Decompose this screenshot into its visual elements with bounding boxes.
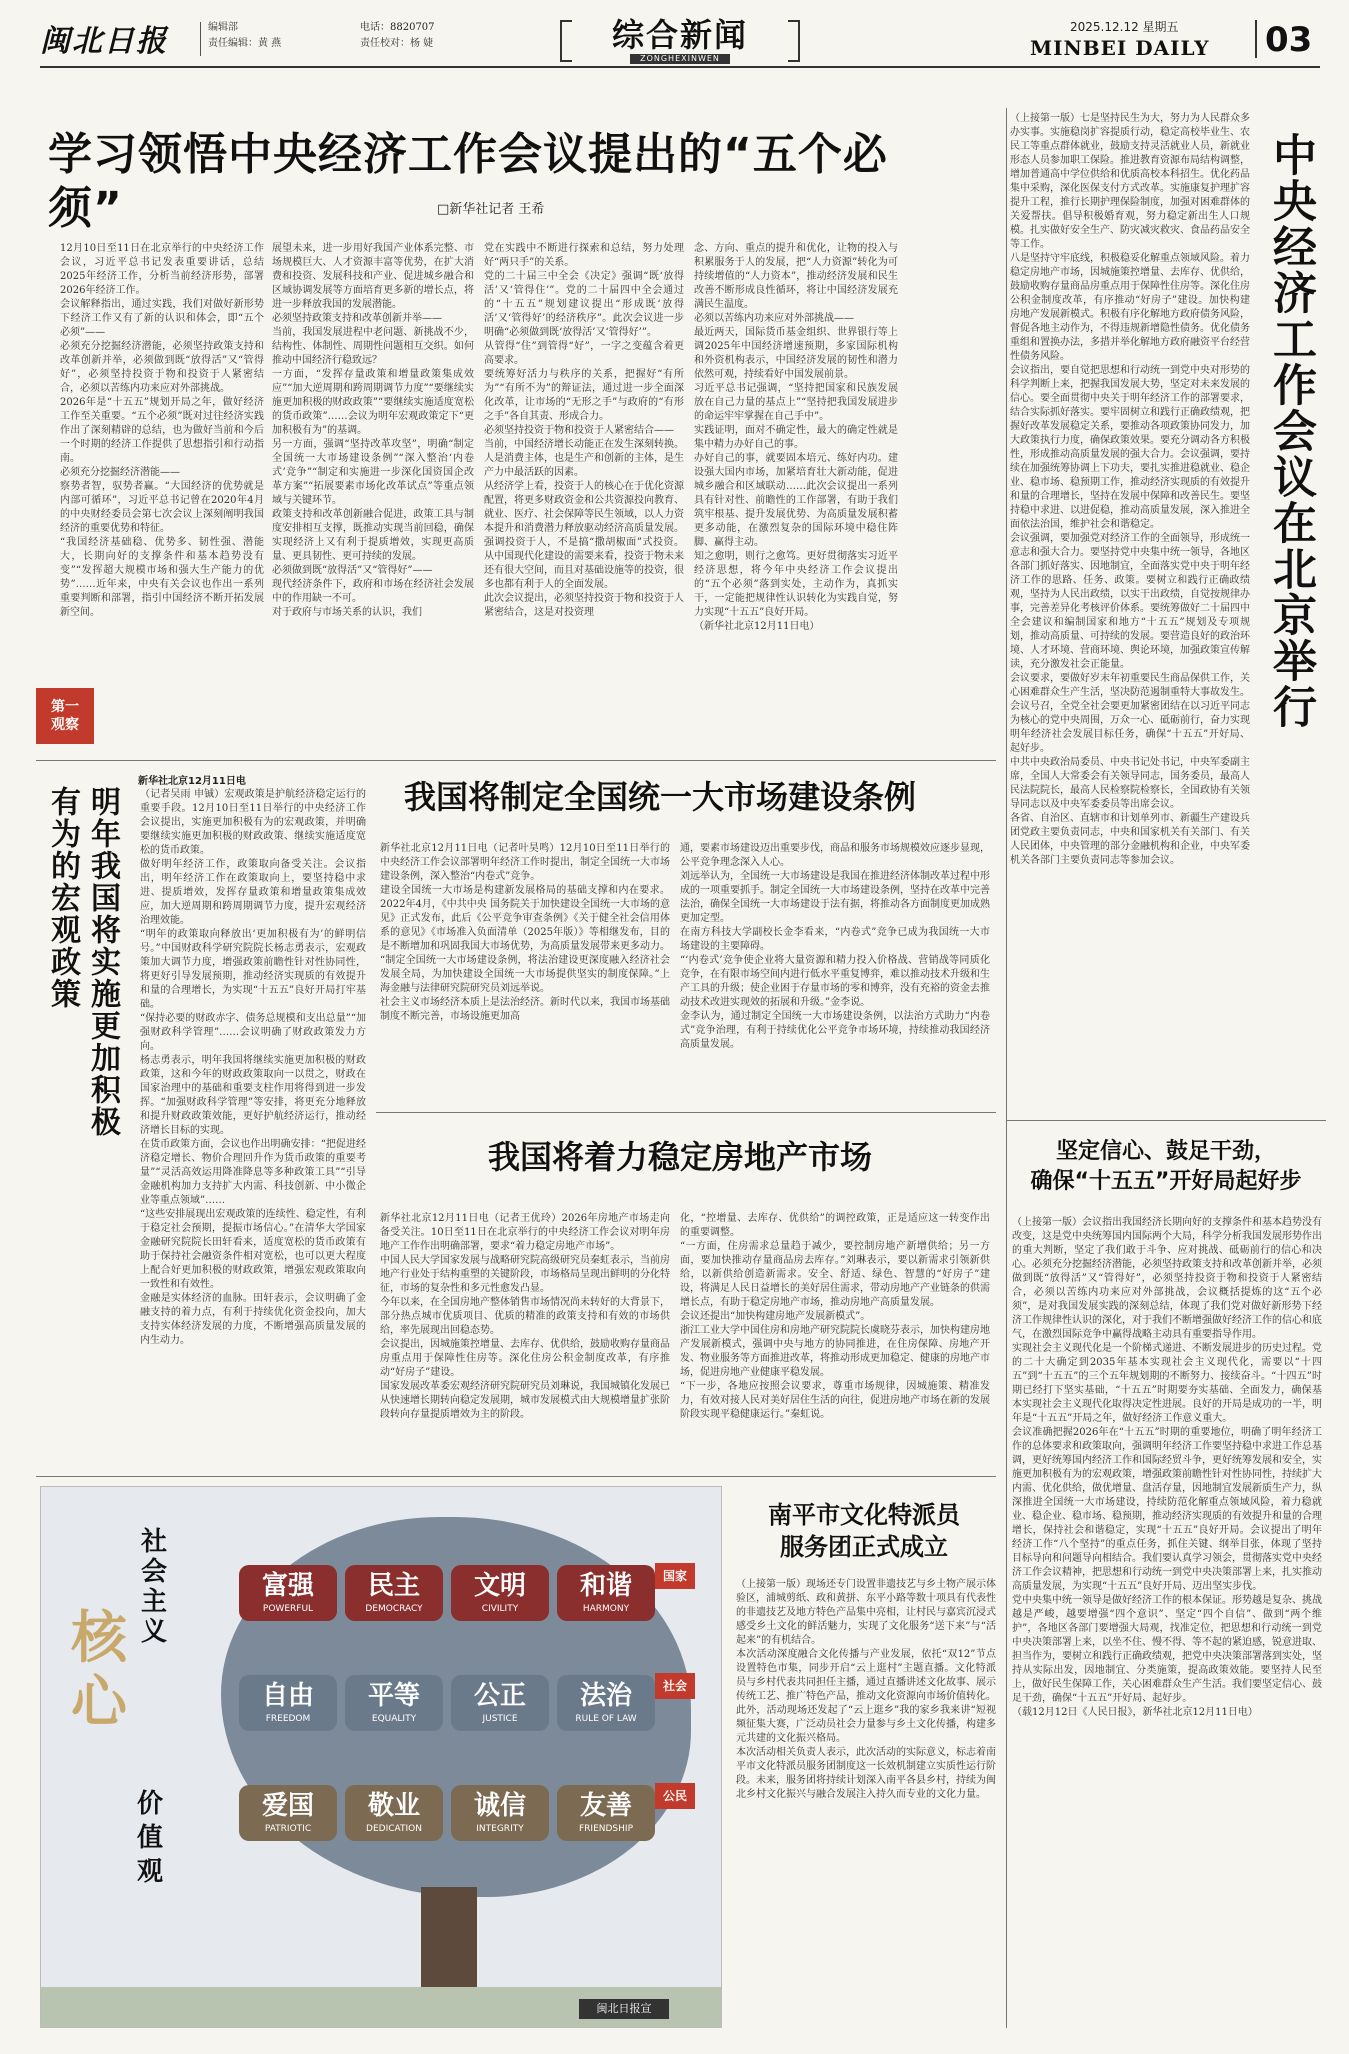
value-3-en: CIVILITY [481, 1604, 519, 1614]
lead-headline: 学习领悟中央经济工作会议提出的“五个必须” [48, 129, 888, 234]
lead-col-3: 党在实践中不断进行探索和总结，努力处理好“两只手”的关系。 党的二十届三中全会《决定》强调“既‘放得活’又‘管得住’”。党的二十届四中全会通过的“十五五”规划建议提出“形成既‘放得活’又‘管得好’的经济秩序”。此次会议进一步明确“必须做到既‘放得活’又‘管得好’”。 从管得“住”到管得“好”，一字之变蕴含着更高要求。 要统筹好活力与秩序的关系，把握好“有所为”“有所不为”的辩证法，通过进一步全面深化改革，让市场的“无形之手”与政府的“有形之手”各自其责、形成合力。 必须坚持投资于物和投资于人紧密结合—— 当前，中国经济增长动能正在发生深刻转换。人是消费主体，也是生产和创新的主体，是生产力中最活跃的因素。 从经济学上看，投资于人的核心在于优化资源配置，将更多财政资金和公共资源投向教育、就业、医疗、社会保障等民生领域，以人力资本提升和消费潜力释放驱动经济高质量发展。 强调投资于人，不是搞“撒胡椒面”式投资。从中国现代化建设的需要来看，投资于物未来还有很大空间，而且对基础设施等的投资，很多也都有利于人的全面发展。 此次会议提出，必须坚持投资于物和投资于人紧密结合，这是对投资理 [484, 243, 684, 618]
culture-headline-1: 南平市文化特派员 [768, 1501, 960, 1529]
value-10 [345, 1785, 443, 1841]
right-mid-text: （上接第一版）会议指出我国经济长期向好的支撑条件和基本趋势没有改变，这是党中央统筹国内国际两个大局，科学分析我国发展形势作出的重大判断，坚定了我们敢于斗争、应对挑战、砥砺前行的信心和决心。必须充分挖掘经济潜能，必须坚持政策支持和改革创新并举，必须做到既“放得活”又“管得好”，必须坚持投资于物和投资于人紧密结合，必须以苦练内功来应对外部挑战，会议概括提炼的这“五个必须”，是对我国发展实践的深刻总结，体现了我们党对做好新形势下经济工作规律性认识的深化，对于我们不断增强做好经济工作的信心和底气，在激烈国际竞争中赢得战略主动具有重要指导作用。 实现社会主义现代化是一个阶梯式递进、不断发展进步的历史过程。党的二十大确定到2035年基本实现社会主义现代化，需要以“十四五”到“十五五”的三个五年规划期的不断努力、接续奋斗。“十四五”时期已经打下坚实基础，“十五五”时期要夯实基础、全面发力，确保基本实现社会主义现代化取得决定性进展。良好的开局是成功的一半，明年是“十五五”开局之年，做好经济工作意义重大。 会议准确把握2026年在“十五五”时期的重要地位，明确了明年经济工作的总体要求和政策取向，强调明年经济工作要坚持稳中求进工作总基调，更好统筹国内经济工作和国际经贸斗争，更好统筹发展和安全，实施更加积极有为的宏观政策，增强政策前瞻性针对性协同性，持续扩大内需、优化供给，做优增量、盘活存量，因地制宜发展新质生产力，纵深推进全国统一大市场建设，持续防范化解重点领域风险，着力稳就业、稳企业、稳市场、稳预期，推动经济实现质的有效提升和量的合理增长，保持社会和谐稳定，实现“十五五”良好开局。会议提出了明年经济工作“八个坚持”的重点任务，抓住关键、纲举目张，体现了坚持目标导向和问题导向相结合。我们要认真学习领会，贯彻落实党中央经济工作会议精神，把思想和行动统一到党中央决策部署上来，扎实推动高质量发展，为实现“十五五”良好开局、迈出坚实步伐。 党中央集中统一领导是做好经济工作的根本保证。形势越是复杂、挑战越是严峻，越要增强“四个意识”、坚定“四个自信”、做到“两个维护”，各地区各部门要增强大局观，找准定位，把思想和行动统一到党中央决策部署上来，以坐不住、慢不得、等不起的紧迫感，锐意进取、担当作为，要树立和践行正确政绩观，把党中央决策部署落到实处，坚持从实际出发，因地制宜、分类施策，提高政策效能。要坚持人民至上，做好民生保障工作，关心困难群众生产生活。我们要坚定信心、鼓足干劲，确保“十五五”开好局、起好步。 （载12月12日《人民日报》，新华社北京12月11日电） [1012, 1217, 1322, 1718]
value-8-zh: 法治 [579, 1681, 632, 1711]
right-top-vertical-headline: 中央经济工作会议在北京举行 [1265, 132, 1316, 730]
first-observation-tag [36, 688, 94, 744]
value-9-zh: 爱国 [261, 1791, 314, 1821]
lead-col-1: 12月10日至11日在北京举行的中央经济工作会议，习近平总书记发表重要讲话，总结2025年经济工作，分析当前经济形势，部署2026年经济工作。 会议解释指出，通过实践，我们对做好新形势下经济工作又有了新的认识和体会，即“五个必须”—— 必须充分挖掘经济潜能，必须坚持政策支持和改革创新并举，必须做到既“放得活”又“管得好”，必须坚持投资于物和投资于人紧密结合，必须以苦练内功来应对外部挑战。 2026年是“十五五”规划开局之年，做好经济工作至关重要。“五个必须”既对过往经济实践作出了深刻精辟的总结，也为做好当前和今后一个时期的经济工作提供了思想指引和行动指南。 必须充分挖掘经济潜能—— 察势者智，驭势者赢。“大国经济的优势就是内部可循环”，习近平总书记曾在2020年4月的中央财经委员会第七次会议上深刻阐明我国经济的重要优势和特征。 “我国经济基础稳、优势多、韧性强、潜能大，长期向好的支撑条件和基本趋势没有变”“发挥超大规模市场和强大生产能力的优势”……近年来，中央有关会议也作出一系列重要判断和部署，指引中国经济不断开拓发展新空间。 [60, 243, 264, 618]
page-number: 03 [1265, 20, 1313, 60]
housing-rule [376, 1112, 996, 1113]
value-9-en: PATRIOTIC [264, 1824, 312, 1834]
market-col-2: 通，要素市场建设迈出重要步伐，商品和服务市场规模效应逐步显现，公平竞争理念深入人心。 刘远举认为，全国统一大市场建设是我国在推进经济体制改革过程中形成的一项重要抓手。制定全国统一大市场建设条例，坚持在改革中完善法治，确保全国统一大市场建设于法有据，将推动各方面制度更加成熟更加定型。 在南方科技大学副校长金李看来，“内卷式”竞争已成为我国统一大市场建设的主要障碍。 “‘内卷式’竞争使企业将大量资源和精力投入价格战、营销战等同质化竞争，在有限市场空间内进行低水平重复博弈，难以推动技术升级和生产工具的升级；使企业困于存量市场的零和博弈，没有充裕的资金去推动技术改进实现效的拓展和升级。”金李说。 金李认为，通过制定全国统一大市场建设条例，以法治方式助力“内卷式”竞争治理，有利于持续优化公平竞争市场环境，持续推动我国经济高质量发展。 [680, 843, 990, 1050]
value-2-zh: 民主 [367, 1571, 420, 1601]
value-7-zh: 公正 [473, 1681, 526, 1711]
label-citizen: 公民 [655, 1783, 695, 1809]
market-col-1: 新华社北京12月11日电（记者叶昊鸣）12月10日至11日举行的中央经济工作会议部署明年经济工作时提出，制定全国统一大市场建设条例，深入整治“内卷式”竞争。 建设全国统一大市场是构建新发展格局的基础支撑和内在要求。2022年4月，《中共中央 国务院关于加快建设全国统一大市场的意见》正式发布，此后《公平竞争审查条例》《关于健全社会信用体系的意见》《市场准入负面清单（2025年版）》等相继发布，目的是不断增加和巩固我国大市场优势，为高质量发展带来更多动力。 “制定全国统一大市场建设条例，将法治建设更深度融入经济社会发展全局，为加快建设全国统一大市场提供坚实的制度保障。”上海金融与法律研究院研究员刘远举说。 社会主义市场经济本质上是法治经济。新时代以来，我国市场基础制度不断完善，市场设施更加高 [380, 843, 670, 1022]
issue-date: 2025.12.12 星期五 [1070, 20, 1179, 34]
value-6-zh: 平等 [367, 1681, 420, 1711]
section-title: 综合新闻 [611, 16, 748, 54]
masthead-divider [200, 22, 201, 56]
proofreader: 责任校对：杨 婕 [360, 38, 434, 49]
masthead [0, 0, 1349, 64]
housing-headline: 我国将着力稳定房地产市场 [487, 1138, 872, 1176]
label-country: 国家 [655, 1563, 695, 1589]
value-9 [239, 1785, 337, 1841]
housing-col-1: 新华社北京12月11日电（记者王优玲）2026年房地产市场走向备受关注。10日至11日在北京举行的中央经济工作会议对明年房地产工作作出明确部署，要求“着力稳定房地产市场”。 中国人民大学国家发展与战略研究院高级研究员秦虹表示，当前房地产行业处于结构重塑的关键阶段，市场格局呈现出鲜明的分化特征，市场的复杂性和多元性愈发凸显。 今年以来，在全国房地产整体销售市场情况尚未转好的大背景下，部分热点城市优质项目、优质的精准的政策支持和有效的市场供给，率先展现出回稳态势。 会议提出，因城施策控增量、去库存、优供给，鼓励收购存量商品房重点用于保障性住房等。深化住房公积金制度改革，有序推动“好房子”建设。 国家发展改革委宏观经济研究院研究员刘琳说，我国城镇化发展已从快速增长期转向稳定发展期，城市发展模式由大规模增量扩张阶段转向存量提质增效为主的阶段。 [380, 1213, 670, 1420]
market-headline: 我国将制定全国统一大市场建设条例 [403, 778, 916, 816]
value-7 [451, 1675, 549, 1731]
lower-rule [36, 1476, 996, 1477]
paper-name-en: MINBEI DAILY [1030, 36, 1210, 60]
value-12-zh: 友善 [579, 1791, 632, 1821]
value-12 [557, 1785, 655, 1841]
chief-editor: 责任编辑：黄 燕 [208, 38, 282, 49]
value-11 [451, 1785, 549, 1841]
lead-col-2: 展望未来，进一步用好我国产业体系完整、市场规模巨大、人才资源丰富等优势，在扩大消费和投资、发展科技和产业、促进城乡融合和区域协调发展等方面培育更多新的增长点，将进一步释放我国的发展潜能。 必须坚持政策支持和改革创新并举—— 当前，我国发展进程中老问题、新挑战不少，结构性、体制性、周期性问题相互交织。如何推动中国经济行稳致远？ 一方面，“发挥存量政策和增量政策集成效应”“加大逆周期和跨周期调节力度”“要继续实施更加积极的财政政策”“要继续实施适度宽松的货币政策”……会议为明年宏观政策定下“更加积极有为”的基调。 另一方面，强调“坚持改革攻坚”，明确“制定全国统一大市场建设条例”“深入整治‘内卷式’竞争”“制定和实施进一步深化国资国企改革方案”“拓展要素市场化改革试点”等重点领域与关键环节。 政策支持和改革创新融合促进，政策工具与制度安排相互支撑，既推动实现当前回稳，确保实现经济上又有利于提质增效，实现更高质量、更具韧性、更可持续的发展。 必须做到既“放得活”又“管得好”—— 现代经济条件下，政府和市场在经济社会发展中的作用缺一不可。 对于政府与市场关系的认识，我们 [272, 243, 474, 618]
lead-byline: □新华社记者 王希 [437, 202, 545, 217]
section-subtitle: ZONGHEXINWEN [630, 54, 730, 64]
value-1 [239, 1565, 337, 1621]
value-12-en: FRIENDSHIP [579, 1824, 633, 1834]
right-mid-headline-2: 确保“十五五”开好局起好步 [1030, 1169, 1302, 1194]
value-11-zh: 诚信 [473, 1791, 526, 1821]
core-values-poster [40, 1486, 722, 2028]
lead-col-4: 念、方向、重点的提升和优化，让物的投入与积累服务于人的发展，把“人力资源”转化为可持续增值的“人力资本”，推动经济发展和民生改善不断形成良性循环，将让中国经济发展充满民生温度。 必须以苦练内功来应对外部挑战—— 最近两天，国际货币基金组织、世界银行等上调2025年中国经济增速预期，多家国际机构和外资机构表示，中国经济发展的韧性和潜力依然可观，持续看好中国发展前景。 习近平总书记强调，“坚持把国家和民族发展放在自己力量的基点上”“坚持把我国发展进步的命运牢牢掌握在自己手中”。 实践证明，面对不确定性，最大的确定性就是集中精力办好自己的事。 办好自己的事，就要固本培元、练好内功。建设强大国内市场，加紧培育壮大新动能，促进城乡融合和区域联动……此次会议提出一系列具有针对性、前瞻性的工作部署，有助于我们筑牢根基、提升发展优势、为高质量发展积蓄更多动能，在激烈复杂的国际环境中稳住阵脚、赢得主动。 知之愈明，则行之愈笃。更好贯彻落实习近平经济思想，将今年中央经济工作会议提出的“五个必须”落到实处，主动作为，真抓实干，一定能把规律性认识转化为实践自觉，努力实现“十五五”良好开局。 （新华社北京12月11日电） [694, 243, 898, 632]
right-top-text: （上接第一版）七是坚持民生为大，努力为人民群众多办实事。实施稳岗扩容提质行动，稳定高校毕业生、农民工等重点群体就业，鼓励支持灵活就业人员，新就业形态人员参加职工保险。推进教育资源布局结构调整，增加普通高中学位供给和优质高校本科招生。优化药品集中采购，深化医保支付方式改革。实施康复护理扩容提升工程，推行长期护理保险制度，加强对困难群体的关爱帮扶。倡导积极婚育观，努力稳定新出生人口规模。扎实做好安全生产、防灾减灾救灾、食品药品安全等工作。 八是坚持守牢底线，积极稳妥化解重点领域风险。着力稳定房地产市场，因城施策控增量、去库存、优供给，鼓励收购存量商品房重点用于保障性住房等。深化住房公积金制度改革，有序推动“好房子”建设。加快构建房地产发展新模式。积极有序化解地方政府债务风险，督促各地主动作为，不得违规新增隐性债务。优化债务重组和置换办法，多措并举化解地方政府融资平台经营性债务风险。 会议指出，要自觉把思想和行动统一到党中央对形势的科学判断上来，把握我国发展大势，坚定对未来发展的信心。要全面贯彻中央关于明年经济工作的部署要求，结合实际抓好落实。要牢固树立和践行正确政绩观，把握好改革发展稳定关系，要推动各项政策协同发力，加大政策执行力度，确保政策效果。要充分调动各方积极性，形成推动高质量发展的强大合力。会议强调，要持续在加强统筹协调上下功夫，要扎实推进稳就业、稳企业、稳市场、稳预期工作，推动经济实现质的有效提升和量的合理增长，坚持在发展中保障和改善民生。要坚持稳中求进、以进促稳，推动高质量发展，深入推进全面依法治国，维护社会和谐稳定。 会议强调，要加强党对经济工作的全面领导，形成统一意志和强大合力。要坚持党中央集中统一领导，各地区各部门抓好落实、因地制宜，全面落实党中央于明年经济工作的思路、任务、政策。要树立和践行正确政绩观，坚持为人民出政绩，以实干出政绩，自觉按规律办事，完善差异化考核评价体系。要统筹做好二十届四中全会建议和编制国家和地方“十五五”规划及专项规划，推动高质量、可持续的发展。要营造良好的政治环境、人才环境、营商环境、舆论环境，加强政策宣传解读，充分激发社会正能量。 会议要求，要做好岁末年初重要民生商品保供工作，关心困难群众生产生活，坚决防范遏制重特大事故发生。 会议号召，全党全社会要更加紧密团结在以习近平同志为核心的党中央周围，万众一心、砥砺前行，奋力实现明年经济社会发展目标任务，确保“十五五”开好局、起好步。 中共中央政治局委员、中央书记处书记，中央军委副主席，全国人大常委会有关领导同志，国务委员，最高人民法院院长，最高人民检察院检察长，全国政协有关领导同志以及中央军委委员等出席会议。 各省、自治区、直辖市和计划单列市、新疆生产建设兵团党政主要负责同志，中央和国家机关有关部门、有关人民团体，中央管理的部分金融机构和企业，中央军委机关各部门主要负责同志等参加会议。 [1010, 113, 1250, 866]
phone-number: 8820707 [390, 22, 435, 33]
page-no-divider [1255, 20, 1257, 58]
culture-headline-2: 服务团正式成立 [780, 1533, 948, 1561]
value-11-en: INTEGRITY [476, 1824, 524, 1834]
left-mid-text: （记者吴雨 申铖）宏观政策是护航经济稳定运行的重要手段。12月10日至11日举行的中央经济工作会议提出，实施更加积极有为的宏观政策，并明确要继续实施更加积极的财政政策、继续实施适度宽松的货币政策。 做好明年经济工作，政策取向备受关注。会议指出，明年经济工作在政策取向上，要坚持稳中求进、提质增效，发挥存量政策和增量政策集成效应，加大逆周期和跨周期调节力度，提升宏观经济治理效能。 “明年的政策取向释放出‘更加积极有为’的鲜明信号。”中国财政科学研究院院长杨志勇表示，宏观政策加大调节力度，增强政策前瞻性针对性协同性，将更好引导发展预期，推动经济实现质的有效提升和量的合理增长，为实现“十五五”良好开局打牢基础。 “保持必要的财政赤字、债务总规模和支出总量”“加强财政科学管理”……会议明确了财政政策发力方向。 杨志勇表示，明年我国将继续实施更加积极的财政政策，这和今年的财政政策取向一以贯之，财政在国家治理中的基础和重要支柱作用将得到进一步发挥。“加强财政科学管理”等安排，将更充分地释放和提升财政政策效能，更好护航经济运行，推动经济增长目标的实现。 在货币政策方面，会议也作出明确安排：“把促进经济稳定增长、物价合理回升作为货币政策的重要考量”“灵活高效运用降准降息等多种政策工具”“引导金融机构加力支持扩大内需、科技创新、中小微企业等重点领域”…… “这些安排展现出宏观政策的连续性、稳定性，有利于稳定社会预期，提振市场信心。”在清华大学国家金融研究院院长田轩看来，适度宽松的货币政策有助于保持社会融资条件相对宽松，也可以更大程度上配合好更加积极的财政政策，增强宏观政策取向一致性和有效性。 金融是实体经济的血脉。田轩表示，会议明确了金融支持的着力点，有利于持续优化资金投向，加大支持实体经济发展的力度，不断增强高质量发展的内生动力。 [140, 789, 366, 1346]
value-8-en: RULE OF LAW [575, 1714, 637, 1724]
value-5-zh: 自由 [261, 1681, 314, 1711]
masthead-rule [40, 66, 1320, 68]
value-3 [451, 1565, 549, 1621]
value-4-en: HARMONY [582, 1604, 630, 1614]
left-mid-dateline: 新华社北京12月11日电 [138, 776, 246, 787]
phone-label: 电话 [360, 22, 380, 33]
label-society: 社会 [655, 1673, 695, 1699]
phone-line: 电话：8820707 [360, 22, 435, 33]
value-6-en: EQUALITY [371, 1714, 417, 1724]
value-3-zh: 文明 [473, 1571, 526, 1601]
paper-logo: 闽北日报 [40, 24, 168, 59]
value-4-zh: 和谐 [579, 1571, 632, 1601]
value-10-zh: 敬业 [367, 1791, 420, 1821]
culture-text: （上接第一版）现场还专门设置非遗技艺与乡土物产展示体验区，浦城剪纸、政和黄拼、东平小路等数十项具有代表性的非遗技艺及地方特色产品集中亮相，让村民与嘉宾沉浸式感受乡土文化的鲜活魅力，实现了文化服务“送下来”与“活起来”的有机结合。 本次活动深度融合文化传播与产业发展，依托“双12”节点设置特色市集，同步开启“云上逛村”主题直播。文化特派员与乡村代表共同担任主播，通过直播讲述文化故事、展示传统工艺、推广特色产品，推动文化资源向市场价值转化。此外，活动现场还发起了“云上逛乡”我的家乡我来讲“短视频征集大赛，广泛动员社会力量参与乡土文化传播，构建多元共建的文化振兴格局。 本次活动相关负责人表示，此次活动的实际意义，标志着南平市文化特派员服务团制度这一长效机制建立实质性运行阶段。未来，服务团将持续计划深入南平各县乡村，持续为闽北乡村文化振兴与融合发展注入持久而专业的文化力量。 [736, 1579, 996, 1800]
editor-label: 编辑部 [208, 22, 238, 33]
value-1-zh: 富强 [261, 1571, 314, 1601]
value-2 [345, 1565, 443, 1621]
value-10-en: DEDICATION [366, 1824, 422, 1834]
poster-title-rest: 价值观 [137, 1789, 164, 1887]
value-2-en: DEMOCRACY [365, 1604, 423, 1614]
left-mid-vertical-headline: 明年我国将实施更加积极有为的宏观政策 [45, 786, 120, 1138]
right-column-rule [1006, 108, 1007, 2028]
poster-title-small: 社会主义 [141, 1527, 168, 1647]
value-5 [239, 1675, 337, 1731]
value-8 [557, 1675, 655, 1731]
poster-credit: 闽北日报宣 [579, 1999, 669, 2019]
tag-text: 第一观察 [51, 699, 79, 733]
value-5-en: FREEDOM [265, 1714, 311, 1724]
value-7-en: JUSTICE [482, 1714, 518, 1724]
value-1-en: POWERFUL [262, 1604, 314, 1614]
value-4 [557, 1565, 655, 1621]
housing-col-2: 化，“控增量、去库存、优供给”的调控政策，正是适应这一转变作出的重要调整。 “一方面，住房需求总量趋于减少，要控制房地产新增供给；另一方面，要加快推动存量商品房去库存。”刘琳表示，要以新需求引领新供给，以新供给创造新需求。安全、舒适、绿色、智慧的“好房子”建设，将满足人民日益增长的美好居住需求，带动房地产产业链条的供需增长点，有助于稳定房地产市场，推动房地产高质量发展。 会议还提出“加快构建房地产发展新模式”。 浙江工业大学中国住房和房地产研究院院长虞晓芬表示，加快构建房地产发展新模式，强调中央与地方的协同推进，在住房保障、房地产开发、物业服务等方面推进改革，将推动形成更加稳定、健康的房地产市场，促进房地产业健康平稳发展。 “下一步，各地应按照会议要求，尊重市场规律，因城施策、精准发力，有效对接人民对美好居住生活的向往，促进房地产市场在新的发展阶段实现平稳健康运行。”秦虹说。 [680, 1213, 990, 1420]
lead-bottom-rule [36, 760, 996, 761]
value-6 [345, 1675, 443, 1731]
section-banner [560, 16, 800, 64]
poster-title-big: 核心 [71, 1606, 127, 1735]
right-mid-headline-1: 坚定信心、鼓足干劲， [1055, 1139, 1276, 1164]
left-mid-text-continued [40, 1164, 366, 1464]
right-mid-rule [1006, 1120, 1326, 1121]
